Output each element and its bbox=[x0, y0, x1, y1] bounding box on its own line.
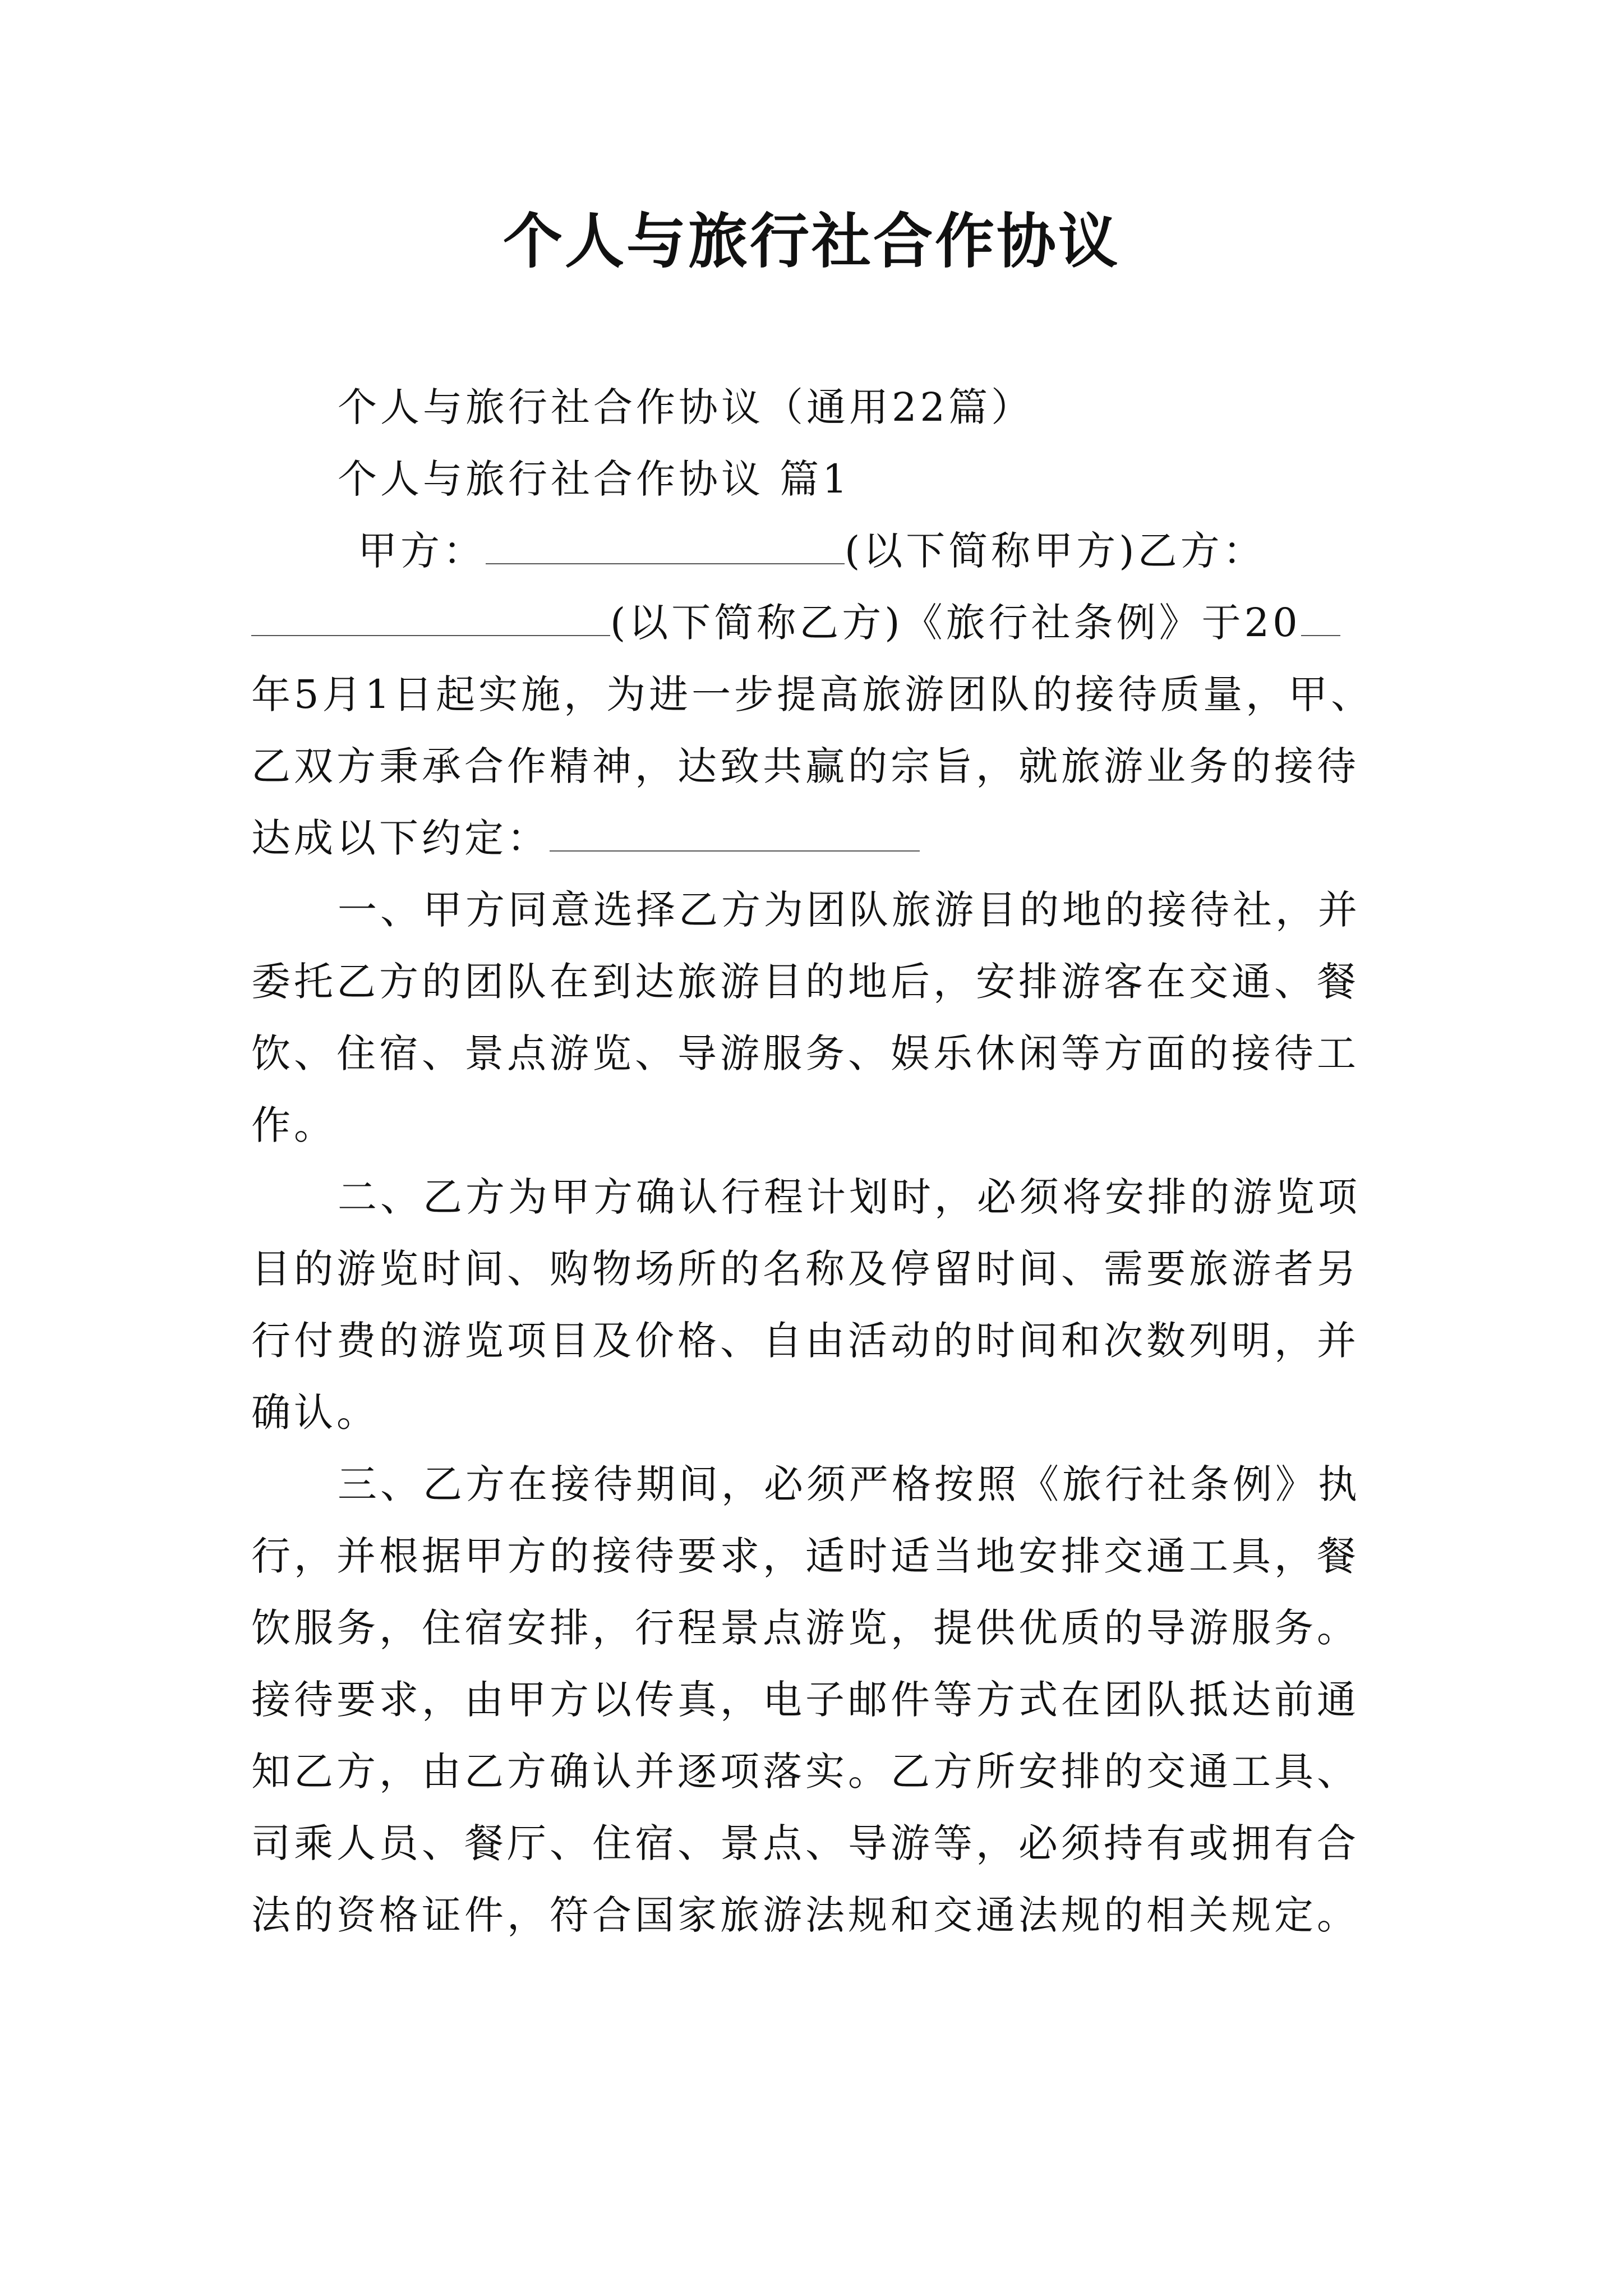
parties-line-5 bbox=[251, 802, 1380, 874]
year-blank bbox=[1301, 592, 1340, 636]
party-a-blank bbox=[486, 521, 845, 564]
parties-line-2-text: (以下简称乙方)《旅行社条例》于20 bbox=[610, 600, 1301, 646]
clause1-line-2: 委托乙方的团队在到达旅游目的地后，安排游客在交通、餐 bbox=[251, 959, 1359, 1005]
document-title: 个人与旅行社合作协议 bbox=[503, 206, 1120, 276]
clause3-line-4: 接待要求，由甲方以传真，电子邮件等方式在团队抵达前通 bbox=[251, 1677, 1359, 1723]
subtitle: 个人与旅行社合作协议（通用22篇） bbox=[338, 384, 1034, 430]
clause3-line-5: 知乙方，由乙方确认并逐项落实。乙方所安排的交通工具、 bbox=[251, 1749, 1359, 1795]
clause1-line-4: 作。 bbox=[251, 1102, 336, 1148]
parties-line-4: 乙双方秉承合作精神，达致共赢的宗旨，就旅游业务的接待 bbox=[251, 743, 1359, 789]
clause2-line-3: 行付费的游览项目及价格、自由活动的时间和次数列明，并 bbox=[251, 1318, 1359, 1364]
parties-line-5-text: 达成以下约定： bbox=[251, 815, 550, 861]
clause3-line-1: 三、乙方在接待期间，必须严格按照《旅行社条例》执 bbox=[338, 1461, 1361, 1507]
agreement-blank bbox=[550, 808, 920, 852]
party-a-label: 甲方： bbox=[358, 528, 486, 574]
clause3-line-2: 行，并根据甲方的接待要求，适时适当地安排交通工具，餐 bbox=[251, 1533, 1359, 1579]
clause2-line-2: 目的游览时间、购物场所的名称及停留时间、需要旅游者另 bbox=[251, 1246, 1359, 1292]
parties-line-1 bbox=[251, 515, 1380, 587]
clause2-line-4: 确认。 bbox=[251, 1389, 379, 1435]
parties-line-3: 年5月1日起实施，为进一步提高旅游团队的接待质量，甲、 bbox=[251, 671, 1374, 717]
section-heading: 个人与旅行社合作协议 篇1 bbox=[338, 456, 851, 502]
clause3-line-6: 司乘人员、餐厅、住宿、景点、导游等，必须持有或拥有合 bbox=[251, 1820, 1359, 1866]
party-b-label: (以下简称甲方)乙方： bbox=[845, 528, 1266, 574]
party-b-blank bbox=[251, 592, 610, 636]
parties-line-2 bbox=[251, 587, 1380, 659]
clause3-line-7: 法的资格证件，符合国家旅游法规和交通法规的相关规定。 bbox=[251, 1892, 1359, 1938]
document-body bbox=[251, 371, 1380, 1951]
clause1-line-3: 饮、住宿、景点游览、导游服务、娱乐休闲等方面的接待工 bbox=[251, 1030, 1359, 1076]
clause3-line-3: 饮服务，住宿安排，行程景点游览，提供优质的导游服务。 bbox=[251, 1605, 1359, 1651]
clause2-line-1: 二、乙方为甲方确认行程计划时，必须将安排的游览项 bbox=[338, 1174, 1361, 1220]
clause1-line-1: 一、甲方同意选择乙方为团队旅游目的地的接待社，并 bbox=[338, 887, 1361, 933]
